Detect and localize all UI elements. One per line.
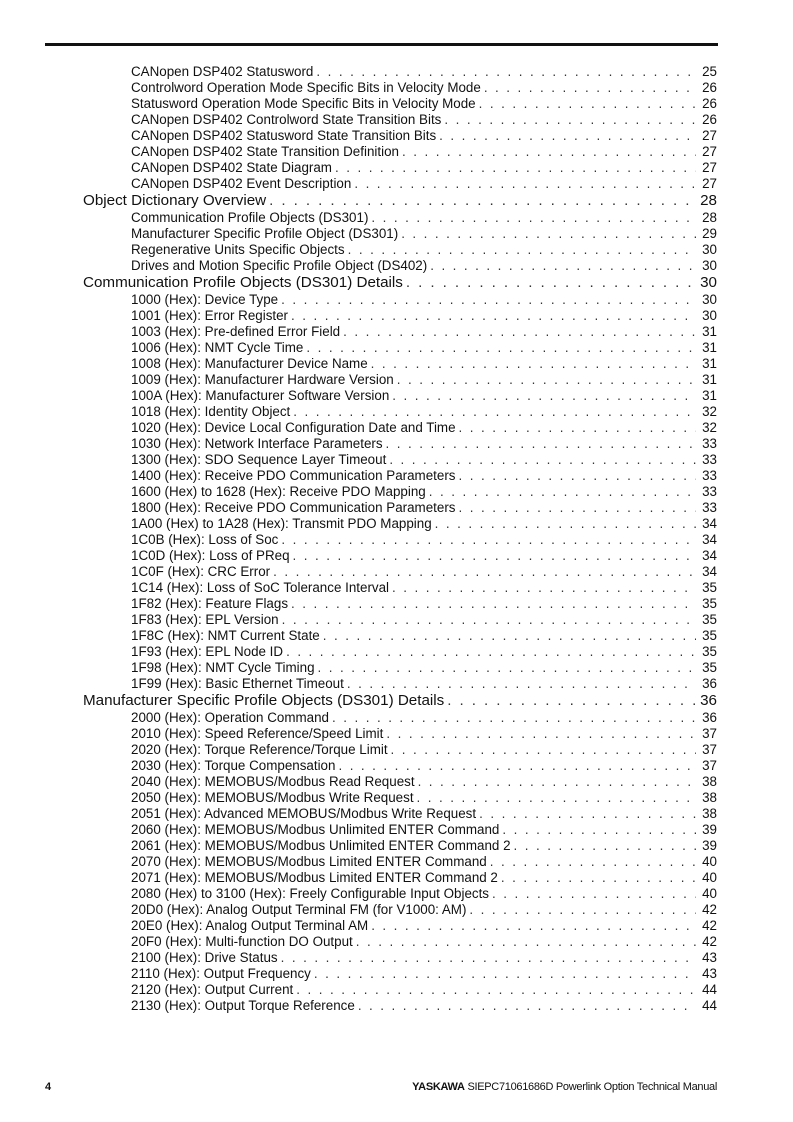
toc-page-number: 42 (702, 918, 717, 933)
toc-entry[interactable] (131, 564, 717, 580)
toc-dot-leader (281, 532, 696, 548)
toc-page-number: 40 (702, 854, 717, 869)
toc-page-number: 33 (702, 500, 717, 515)
toc-dot-leader (281, 292, 696, 308)
toc-entry[interactable] (131, 998, 717, 1014)
toc-entry-title: CANopen DSP402 Statusword (131, 64, 314, 79)
toc-page-number: 35 (702, 596, 717, 611)
toc-entry[interactable] (131, 870, 717, 886)
toc-page-number: 32 (702, 420, 717, 435)
toc-dot-leader (314, 966, 696, 982)
toc-dot-leader (479, 806, 696, 822)
page-footer (45, 1080, 717, 1094)
toc-dot-leader (282, 612, 696, 628)
toc-page-number: 34 (702, 548, 717, 563)
toc-dot-leader (458, 468, 696, 484)
toc-entry[interactable] (131, 500, 717, 516)
toc-dot-leader (484, 80, 696, 96)
toc-entry[interactable] (131, 452, 717, 468)
toc-entry[interactable] (131, 210, 717, 226)
toc-entry[interactable] (131, 710, 717, 726)
toc-page-number: 42 (702, 934, 717, 949)
toc-page-number: 31 (702, 356, 717, 371)
toc-dot-leader (323, 628, 696, 644)
toc-page-number: 38 (702, 790, 717, 805)
toc-entry-title: CANopen DSP402 Statusword State Transition Bits (131, 128, 437, 143)
toc-dot-leader (332, 710, 696, 726)
toc-dot-leader (490, 854, 696, 870)
toc-dot-leader (273, 564, 696, 580)
toc-entry-title: 1000 (Hex): Device Type (131, 292, 279, 307)
toc-entry-title: 100A (Hex): Manufacturer Software Version (131, 388, 390, 403)
toc-entry[interactable] (131, 226, 717, 242)
toc-page-number: 27 (702, 176, 717, 191)
toc-page-number: 33 (702, 452, 717, 467)
toc-entry[interactable] (131, 726, 717, 742)
toc-entry-title: Object Dictionary Overview (83, 192, 267, 209)
toc-dot-leader (391, 742, 696, 758)
toc-entry-title: CANopen DSP402 Controlword State Transition Bits (131, 112, 442, 127)
toc-page-number: 30 (700, 274, 717, 291)
toc-page-number: 34 (702, 516, 717, 531)
toc-dot-leader (447, 692, 696, 710)
toc-page-number: 37 (702, 758, 717, 773)
toc-entry-title: 1300 (Hex): SDO Sequence Layer Timeout (131, 452, 387, 467)
toc-dot-leader (338, 758, 696, 774)
toc-dot-leader (356, 934, 696, 950)
toc-entry-title: 2061 (Hex): MEMOBUS/Modbus Unlimited ENTER Command 2 (131, 838, 511, 853)
toc-entry[interactable] (131, 758, 717, 774)
toc-dot-leader (389, 452, 696, 468)
toc-entry-title: 1008 (Hex): Manufacturer Device Name (131, 356, 368, 371)
toc-dot-leader (358, 998, 696, 1014)
toc-entry[interactable] (131, 388, 717, 404)
toc-dot-leader (286, 644, 696, 660)
toc-section-heading[interactable] (83, 192, 717, 210)
toc-dot-leader (417, 790, 696, 806)
toc-dot-leader (335, 160, 696, 176)
toc-dot-leader (306, 340, 696, 356)
toc-entry[interactable] (131, 436, 717, 452)
toc-page-number: 30 (702, 258, 717, 273)
toc-dot-leader (281, 950, 696, 966)
toc-dot-leader (371, 918, 696, 934)
toc-entry-title: 1F82 (Hex): Feature Flags (131, 596, 289, 611)
toc-page-number: 27 (702, 144, 717, 159)
toc-page-number: 30 (702, 308, 717, 323)
toc-entry-title: 2110 (Hex): Output Frequency (131, 966, 311, 981)
toc-entry[interactable] (131, 258, 717, 274)
toc-entry-title: 20D0 (Hex): Analog Output Terminal FM (for V1000: AM) (131, 902, 467, 917)
toc-entry-title: CANopen DSP402 Event Description (131, 176, 352, 191)
toc-entry-title: 2070 (Hex): MEMOBUS/Modbus Limited ENTER Command (131, 854, 487, 869)
toc-entry-title: Drives and Motion Specific Profile Object (DS402) (131, 258, 428, 273)
toc-dot-leader (343, 324, 696, 340)
footer-doc-title (412, 1080, 717, 1094)
toc-page-number: 36 (702, 710, 717, 725)
toc-entry[interactable] (131, 356, 717, 372)
toc-entry-title: 1F99 (Hex): Basic Ethernet Timeout (131, 676, 344, 691)
toc-entry-title: 1C0B (Hex): Loss of Soc (131, 532, 279, 547)
toc-dot-leader (435, 516, 696, 532)
toc-entry-title: Communication Profile Objects (DS301) Details (83, 274, 403, 291)
toc-dot-leader (371, 210, 696, 226)
toc-dot-leader (348, 242, 696, 258)
toc-dot-leader (293, 548, 696, 564)
toc-entry-title: 1800 (Hex): Receive PDO Communication Parameters (131, 500, 456, 515)
toc-entry[interactable] (131, 308, 717, 324)
toc-entry-title: 2051 (Hex): Advanced MEMOBUS/Modbus Write Request (131, 806, 477, 821)
toc-entry[interactable] (131, 902, 717, 918)
toc-page-number: 35 (702, 612, 717, 627)
toc-entry[interactable] (131, 580, 717, 596)
toc-page-number: 35 (702, 580, 717, 595)
toc-page-number: 31 (702, 340, 717, 355)
toc-entry-title: 1006 (Hex): NMT Cycle Time (131, 340, 304, 355)
toc-entry[interactable] (131, 532, 717, 548)
toc-entry-title: Manufacturer Specific Profile Objects (DS301) Details (83, 692, 445, 709)
toc-entry-title: 2020 (Hex): Torque Reference/Torque Limit (131, 742, 388, 757)
toc-page-number: 28 (700, 192, 717, 209)
toc-entry[interactable] (131, 628, 717, 644)
footer-manual-title: SIEPC71061686D Powerlink Option Technical Manual (467, 1081, 717, 1093)
toc-page-number: 38 (702, 774, 717, 789)
toc-page-number: 26 (702, 112, 717, 127)
toc-page-number: 38 (702, 806, 717, 821)
toc-dot-leader (347, 676, 696, 692)
toc-dot-leader (296, 982, 696, 998)
toc-page-number: 35 (702, 644, 717, 659)
toc-entry-title: 2120 (Hex): Output Current (131, 982, 294, 997)
toc-entry-title: 1F8C (Hex): NMT Current State (131, 628, 320, 643)
toc-entry[interactable] (131, 242, 717, 258)
toc-entry[interactable] (131, 596, 717, 612)
toc-entry-title: CANopen DSP402 State Diagram (131, 160, 332, 175)
toc-entry[interactable] (131, 612, 717, 628)
toc-page-number: 44 (702, 998, 717, 1013)
toc-entry-title: Communication Profile Objects (DS301) (131, 210, 369, 225)
toc-page-number: 26 (702, 80, 717, 95)
toc-entry[interactable] (131, 128, 717, 144)
toc-page-number: 31 (702, 388, 717, 403)
toc-entry[interactable] (131, 176, 717, 192)
toc-entry-title: 20F0 (Hex): Multi-function DO Output (131, 934, 353, 949)
toc-page-number: 40 (702, 870, 717, 885)
footer-page-number: 4 (45, 1081, 52, 1093)
toc-section-heading[interactable] (83, 274, 717, 292)
toc-entry[interactable] (131, 854, 717, 870)
toc-entry-title: 1C0D (Hex): Loss of PReq (131, 548, 290, 563)
toc-dot-leader (316, 64, 696, 80)
toc-page-number: 30 (702, 242, 717, 257)
toc-entry-title: 2040 (Hex): MEMOBUS/Modbus Read Request (131, 774, 415, 789)
toc-entry[interactable] (131, 64, 717, 80)
toc-entry-title: 1F93 (Hex): EPL Node ID (131, 644, 284, 659)
toc-page-number: 37 (702, 726, 717, 741)
toc-page-number: 43 (702, 950, 717, 965)
toc-dot-leader (392, 388, 696, 404)
toc-page-number: 43 (702, 966, 717, 981)
toc-entry-title: 2100 (Hex): Drive Status (131, 950, 278, 965)
toc-page-number: 27 (702, 128, 717, 143)
toc-dot-leader (502, 822, 696, 838)
toc-page-number: 39 (702, 822, 717, 837)
footer-brand: YASKAWA (412, 1081, 465, 1093)
toc-entry[interactable] (131, 160, 717, 176)
toc-page-number: 35 (702, 660, 717, 675)
toc-entry[interactable] (131, 950, 717, 966)
toc-page-number: 26 (702, 96, 717, 111)
toc-dot-leader (501, 870, 696, 886)
toc-entry-title: 1020 (Hex): Device Local Configuration Date and Time (131, 420, 456, 435)
toc-page-number: 31 (702, 372, 717, 387)
toc-entry-title: 1F98 (Hex): NMT Cycle Timing (131, 660, 315, 675)
toc-dot-leader (269, 192, 696, 210)
toc-entry-title: 2080 (Hex) to 3100 (Hex): Freely Configurable Input Objects (131, 886, 490, 901)
toc-entry-title: Manufacturer Specific Profile Object (DS301) (131, 226, 399, 241)
toc-dot-leader (514, 838, 696, 854)
toc-entry-title: CANopen DSP402 State Transition Definition (131, 144, 399, 159)
toc-dot-leader (401, 226, 696, 242)
toc-entry-title: 1A00 (Hex) to 1A28 (Hex): Transmit PDO Mapping (131, 516, 432, 531)
toc-dot-leader (402, 144, 696, 160)
toc-entry-title: 2000 (Hex): Operation Command (131, 710, 329, 725)
toc-page-number: 34 (702, 532, 717, 547)
toc-page-number: 29 (702, 226, 717, 241)
toc-page-number: 40 (702, 886, 717, 901)
toc-section-heading[interactable] (83, 692, 717, 710)
toc-dot-leader (492, 886, 696, 902)
toc-entry-title: 2010 (Hex): Speed Reference/Speed Limit (131, 726, 384, 741)
toc-page-number: 36 (702, 676, 717, 691)
toc-entry[interactable] (131, 468, 717, 484)
toc-dot-leader (291, 308, 696, 324)
toc-dot-leader (459, 420, 696, 436)
toc-entry[interactable] (131, 742, 717, 758)
toc-entry-title: 1F83 (Hex): EPL Version (131, 612, 279, 627)
toc-page-number: 34 (702, 564, 717, 579)
toc-dot-leader (418, 774, 696, 790)
toc-entry[interactable] (131, 966, 717, 982)
toc-entry-title: Regenerative Units Specific Objects (131, 242, 345, 257)
toc-page-number: 37 (702, 742, 717, 757)
toc-dot-leader (392, 580, 696, 596)
toc-entry-title: 1001 (Hex): Error Register (131, 308, 289, 323)
toc-entry[interactable] (131, 96, 717, 112)
toc-dot-leader (429, 484, 696, 500)
toc-entry-title: 1C0F (Hex): CRC Error (131, 564, 271, 579)
header-rule (45, 43, 718, 46)
toc-entry-title: 1C14 (Hex): Loss of SoC Tolerance Interval (131, 580, 390, 595)
toc-entry-title: 1600 (Hex) to 1628 (Hex): Receive PDO Mapping (131, 484, 426, 499)
toc-dot-leader (386, 436, 696, 452)
toc-page-number: 42 (702, 902, 717, 917)
toc-entry[interactable] (131, 404, 717, 420)
toc-entry-title: 2050 (Hex): MEMOBUS/Modbus Write Request (131, 790, 414, 805)
toc-entry[interactable] (131, 660, 717, 676)
toc-entry-title: 2130 (Hex): Output Torque Reference (131, 998, 355, 1013)
toc-entry-title: 2071 (Hex): MEMOBUS/Modbus Limited ENTER Command 2 (131, 870, 498, 885)
toc-page-number: 33 (702, 484, 717, 499)
toc-entry[interactable] (131, 918, 717, 934)
toc-entry[interactable] (131, 372, 717, 388)
toc-entry-title: 1400 (Hex): Receive PDO Communication Parameters (131, 468, 456, 483)
toc-entry[interactable] (131, 806, 717, 822)
toc-entry[interactable] (131, 790, 717, 806)
toc-dot-leader (458, 500, 696, 516)
toc-page-number: 30 (702, 292, 717, 307)
toc-entry[interactable] (131, 886, 717, 902)
toc-dot-leader (386, 726, 696, 742)
toc-entry-title: Controlword Operation Mode Specific Bits in Velocity Mode (131, 80, 481, 95)
toc-dot-leader (444, 112, 696, 128)
toc-dot-leader (406, 274, 696, 292)
toc-entry-title: 1009 (Hex): Manufacturer Hardware Version (131, 372, 394, 387)
toc-page-number: 25 (702, 64, 717, 79)
toc-entry[interactable] (131, 292, 717, 308)
toc-entry[interactable] (131, 112, 717, 128)
toc-dot-leader (354, 176, 696, 192)
toc-entry[interactable] (131, 144, 717, 160)
toc-page-number: 33 (702, 436, 717, 451)
toc-entry[interactable] (131, 484, 717, 500)
toc-dot-leader (293, 404, 696, 420)
toc-page-number: 36 (700, 692, 717, 709)
toc-page-number: 44 (702, 982, 717, 997)
toc-entry[interactable] (131, 340, 717, 356)
toc-page-number: 28 (702, 210, 717, 225)
toc-entry-title: 1003 (Hex): Pre-defined Error Field (131, 324, 341, 339)
toc-entry-title: 1018 (Hex): Identity Object (131, 404, 291, 419)
toc-dot-leader (439, 128, 696, 144)
toc-dot-leader (371, 356, 696, 372)
toc-page-number: 31 (702, 324, 717, 339)
toc-entry-title: Statusword Operation Mode Specific Bits in Velocity Mode (131, 96, 476, 111)
toc-dot-leader (479, 96, 696, 112)
toc-dot-leader (291, 596, 696, 612)
toc-entry[interactable] (131, 548, 717, 564)
toc-entry[interactable] (131, 774, 717, 790)
toc-page-number: 32 (702, 404, 717, 419)
toc-entry[interactable] (131, 516, 717, 532)
toc-entry[interactable] (131, 80, 717, 96)
toc-page-number: 27 (702, 160, 717, 175)
toc-entry[interactable] (131, 982, 717, 998)
toc-entry[interactable] (131, 324, 717, 340)
toc-entry[interactable] (131, 838, 717, 854)
toc-entry-title: 2060 (Hex): MEMOBUS/Modbus Unlimited ENTER Command (131, 822, 500, 837)
toc-entry[interactable] (131, 644, 717, 660)
toc-dot-leader (318, 660, 696, 676)
toc-entry[interactable] (131, 676, 717, 692)
toc-dot-leader (397, 372, 696, 388)
toc-entry-title: 20E0 (Hex): Analog Output Terminal AM (131, 918, 369, 933)
toc-page-number: 35 (702, 628, 717, 643)
toc-entry-title: 2030 (Hex): Torque Compensation (131, 758, 336, 773)
toc-page-number: 33 (702, 468, 717, 483)
toc-entry[interactable] (131, 822, 717, 838)
toc-dot-leader (469, 902, 696, 918)
toc-entry-title: 1030 (Hex): Network Interface Parameters (131, 436, 383, 451)
toc-page-number: 39 (702, 838, 717, 853)
toc-entry[interactable] (131, 420, 717, 436)
toc-dot-leader (430, 258, 696, 274)
toc-entry[interactable] (131, 934, 717, 950)
